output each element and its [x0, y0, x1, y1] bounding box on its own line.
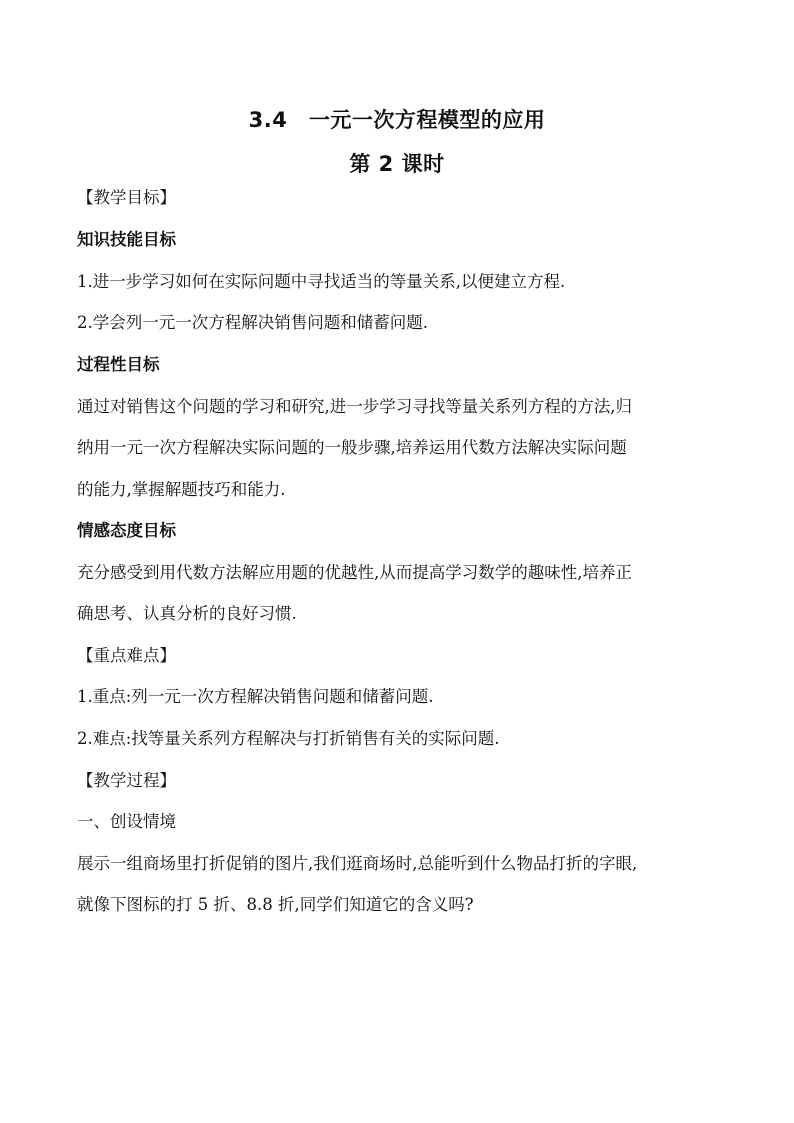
process-heading: 过程性目标: [77, 355, 160, 374]
process-line: 通过对销售这个问题的学习和研究,进一步学习寻找等量关系列方程的方法,归: [77, 397, 632, 416]
keypoint-item: 1.重点:列一元一次方程解决销售问题和储蓄问题.: [77, 687, 434, 706]
process-line: 的能力,掌握解题技巧和能力.: [77, 480, 286, 499]
knowledge-heading: 知识技能目标: [77, 230, 176, 249]
keypoints-header: 【重点难点】: [77, 646, 176, 665]
step1-line: 展示一组商场里打折促销的图片,我们逛商场时,总能听到什么物品打折的字眼,: [77, 854, 638, 873]
teaching-process-header: 【教学过程】: [77, 771, 176, 790]
process-line: 纳用一元一次方程解决实际问题的一般步骤,培养运用代数方法解决实际问题: [77, 438, 627, 457]
step1-heading: 一、创设情境: [77, 812, 176, 831]
knowledge-item: 2.学会列一元一次方程解决销售问题和储蓄问题.: [77, 313, 428, 332]
emotion-line: 确思考、认真分析的良好习惯.: [77, 604, 297, 623]
document-title: 3.4 一元一次方程模型的应用: [248, 108, 546, 132]
document-subtitle: 第 2 课时: [349, 152, 445, 176]
emotion-line: 充分感受到用代数方法解应用题的优越性,从而提高学习数学的趣味性,培养正: [77, 563, 632, 582]
keypoint-item: 2.难点:找等量关系列方程解决与打折销售有关的实际问题.: [77, 729, 500, 748]
step1-line: 就像下图标的打 5 折、8.8 折,同学们知道它的含义吗?: [77, 895, 474, 914]
emotion-heading: 情感态度目标: [77, 521, 176, 540]
knowledge-item: 1.进一步学习如何在实际问题中寻找适当的等量关系,以便建立方程.: [77, 272, 566, 291]
objectives-header: 【教学目标】: [77, 188, 176, 207]
